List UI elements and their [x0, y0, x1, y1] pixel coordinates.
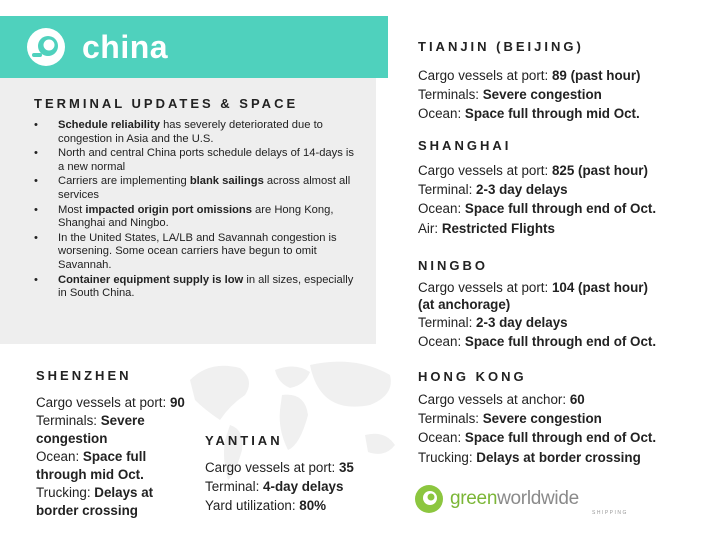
brand-name: greenworldwide: [450, 488, 579, 509]
shanghai-air: Air: Restricted Flights: [418, 220, 555, 236]
hongkong-block: [418, 369, 656, 467]
ningbo-block: [418, 258, 656, 351]
yantian-yard: Yard utilization: 80%: [205, 498, 327, 514]
yantian-cargo: Cargo vessels at port: 35: [205, 460, 354, 475]
ningbo-heading: NINGBO: [418, 258, 488, 273]
list-item: • Carriers are implementing blank sailings across almost all services: [34, 175, 358, 202]
list-item: • North and central China ports schedule delays of 14-days is a new normal: [34, 147, 358, 174]
list-item: • Most impacted origin port omissions are Hong Kong, Shanghai and Ningbo.: [34, 204, 358, 231]
shanghai-block: [418, 138, 656, 238]
shenzhen-block: [36, 368, 185, 520]
shenzhen-cargo: Cargo vessels at port: 90: [36, 395, 185, 410]
list-item: • Schedule reliability has severely deteriorated due to congestion in Asia and the U.S.: [34, 119, 358, 146]
terminal-updates-list: [34, 119, 358, 301]
terminal-updates-panel: [0, 78, 376, 344]
terminal-updates-heading: TERMINAL UPDATES & SPACE: [34, 96, 299, 111]
tianjin-cargo: Cargo vessels at port: 89 (past hour): [418, 68, 641, 83]
title-banner: [0, 16, 388, 78]
green-logo-icon: [26, 27, 66, 67]
brand-subtitle: SHIPPING: [592, 510, 628, 516]
yantian-heading: YANTIAN: [205, 433, 283, 448]
page-title: china: [82, 28, 169, 65]
brand-logo: [414, 484, 628, 516]
tianjin-ocean: Ocean: Space full through mid Oct.: [418, 106, 640, 122]
yantian-block: [205, 433, 354, 516]
hongkong-trucking: Trucking: Delays at border crossing: [418, 449, 641, 465]
tianjin-block: [418, 39, 641, 124]
hongkong-cargo: Cargo vessels at anchor: 60: [418, 392, 585, 407]
brand-swirl-icon: [414, 484, 444, 514]
ningbo-ocean: Ocean: Space full through end of Oct.: [418, 334, 657, 350]
hongkong-heading: HONG KONG: [418, 369, 527, 384]
hongkong-ocean: Ocean: Space full through end of Oct.: [418, 430, 657, 446]
shenzhen-terminal: Terminals: Severe congestion: [36, 413, 145, 447]
hongkong-terminal: Terminals: Severe congestion: [418, 411, 602, 427]
shanghai-terminal: Terminal: 2-3 day delays: [418, 182, 568, 198]
ningbo-terminal: Terminal: 2-3 day delays: [418, 315, 568, 330]
shanghai-cargo: Cargo vessels at port: 825 (past hour): [418, 163, 648, 178]
shenzhen-trucking: Trucking: Delays at border crossing: [36, 485, 154, 519]
list-item: • Container equipment supply is low in all sizes, especially in South China.: [34, 274, 358, 301]
list-item: • In the United States, LA/LB and Savannah congestion is worsening. Some ocean carriers have begun to omit Savannah.: [34, 232, 358, 273]
tianjin-terminal: Terminals: Severe congestion: [418, 87, 602, 103]
shanghai-ocean: Ocean: Space full through end of Oct.: [418, 201, 657, 217]
tianjin-heading: TIANJIN (BEIJING): [418, 39, 584, 54]
ningbo-cargo: Cargo vessels at port: 104 (past hour) (at anchorage): [418, 280, 648, 312]
shenzhen-ocean: Ocean: Space full through mid Oct.: [36, 449, 147, 483]
yantian-terminal: Terminal: 4-day delays: [205, 479, 344, 495]
shenzhen-heading: SHENZHEN: [36, 368, 132, 383]
shanghai-heading: SHANGHAI: [418, 138, 512, 153]
